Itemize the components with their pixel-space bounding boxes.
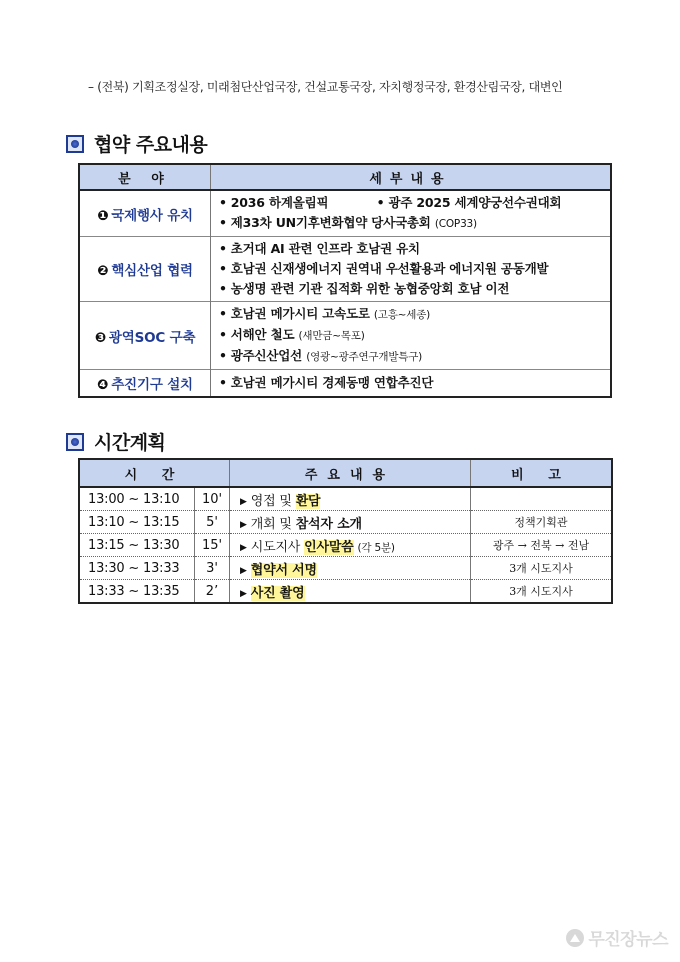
triangle-bullet-icon: ▶ — [240, 542, 247, 553]
content-cell: ▶ 사진 촬영 — [230, 580, 471, 604]
note-cell: 정책기획관 — [471, 511, 613, 534]
content-cell: ▶ 시도지사 인사말씀 (각 5분) — [230, 534, 471, 557]
header-detail: 세부내용 — [211, 164, 612, 190]
number-badge: ❷ — [97, 263, 109, 279]
section-heading-schedule — [66, 428, 165, 455]
duration-cell: 15' — [195, 534, 230, 557]
schedule-table — [78, 458, 613, 604]
number-badge: ❶ — [97, 207, 109, 224]
duration-cell: 5' — [195, 511, 230, 534]
detail-line: • 초거대 AI 관련 인프라 호남권 유치 — [219, 241, 420, 256]
content-cell: ▶ 협약서 서명 — [230, 557, 471, 580]
category-cell — [79, 190, 211, 237]
detail-cell — [211, 237, 612, 302]
category-label: 핵심산업 협력 — [111, 263, 193, 279]
table-row — [79, 511, 612, 534]
header-content: 주요내용 — [230, 459, 471, 487]
triangle-bullet-icon: ▶ — [240, 565, 247, 576]
time-cell: 13:10 ~ 13:15 — [79, 511, 195, 534]
section-title: 시간계획 — [94, 432, 166, 454]
table-row — [79, 302, 611, 370]
note-cell: 광주 → 전북 → 전남 — [471, 534, 613, 557]
agreement-table — [78, 163, 612, 398]
triangle-bullet-icon: ▶ — [240, 588, 247, 599]
detail-line: • 호남권 메가시티 고속도로 (고흥~세종) — [219, 306, 431, 321]
detail-cell — [211, 302, 612, 370]
attendees-line: – (전북) 기획조정실장, 미래첨단산업국장, 건설교통국장, 자치행정국장, 환경산림국장, 대변인 — [88, 80, 563, 94]
header-note: 비 고 — [471, 459, 613, 487]
note-cell — [471, 487, 613, 511]
table-row — [79, 190, 611, 237]
category-cell — [79, 302, 211, 370]
detail-line: • 호남권 메가시티 경제동맹 연합추진단 — [219, 375, 434, 390]
number-badge: ❸ — [94, 329, 106, 346]
content-cell: ▶ 개회 및 참석자 소개 — [230, 511, 471, 534]
detail-line: • 농생명 관련 기관 집적화 위한 농협중앙회 호남 이전 — [219, 281, 510, 296]
content-cell: ▶ 영접 및 환담 — [230, 487, 471, 511]
duration-cell: 2’ — [195, 580, 230, 604]
mountain-logo-icon — [566, 929, 584, 947]
note-cell: 3개 시도지사 — [471, 580, 613, 604]
header-time: 시 간 — [79, 459, 230, 487]
duration-cell: 3' — [195, 557, 230, 580]
detail-line: • 호남권 신재생에너지 권역내 우선활용과 에너지원 공동개발 — [219, 261, 549, 276]
watermark-text: 무진장뉴스 — [588, 930, 668, 950]
table-row — [79, 370, 611, 398]
detail-item: 광주 2025 세계양궁선수권대회 — [388, 195, 562, 210]
category-label: 광역SOC 구축 — [108, 329, 196, 346]
detail-cell — [211, 370, 612, 398]
detail-line: • 제33차 UN기후변화협약 당사국총회 (COP33) — [219, 215, 477, 230]
category-label: 국제행사 유치 — [111, 207, 193, 224]
table-row — [79, 580, 612, 604]
watermark — [566, 925, 668, 950]
table-row — [79, 557, 612, 580]
detail-note: (COP33) — [434, 218, 477, 230]
time-cell: 13:15 ~ 13:30 — [79, 534, 195, 557]
note-cell: 3개 시도지사 — [471, 557, 613, 580]
detail-item: 2036 하계올림픽 — [230, 195, 329, 210]
section-heading-agreement — [66, 130, 207, 157]
table-row — [79, 487, 612, 511]
detail-line: • 광주신산업선 (영광~광주연구개발특구) — [219, 348, 423, 363]
square-bullet-icon — [66, 135, 84, 153]
time-cell: 13:33 ~ 13:35 — [79, 580, 195, 604]
header-field: 분 야 — [79, 164, 211, 190]
detail-item: 제33차 UN기후변화협약 당사국총회 — [230, 215, 431, 230]
section-title: 협약 주요내용 — [94, 134, 208, 156]
detail-line: • 2036 하계올림픽 • 광주 2025 세계양궁선수권대회 — [219, 195, 562, 210]
category-cell — [79, 237, 211, 302]
detail-line: • 서해안 철도 (새만금~목포) — [219, 327, 365, 342]
triangle-bullet-icon: ▶ — [240, 496, 247, 507]
time-cell: 13:00 ~ 13:10 — [79, 487, 195, 511]
table-row — [79, 237, 611, 302]
category-label: 추진기구 설치 — [111, 377, 193, 393]
category-cell — [79, 370, 211, 398]
time-cell: 13:30 ~ 13:33 — [79, 557, 195, 580]
triangle-bullet-icon: ▶ — [240, 519, 247, 530]
table-row — [79, 534, 612, 557]
square-bullet-icon — [66, 433, 84, 451]
detail-cell — [211, 190, 612, 237]
duration-cell: 10' — [195, 487, 230, 511]
number-badge: ❹ — [97, 377, 109, 393]
